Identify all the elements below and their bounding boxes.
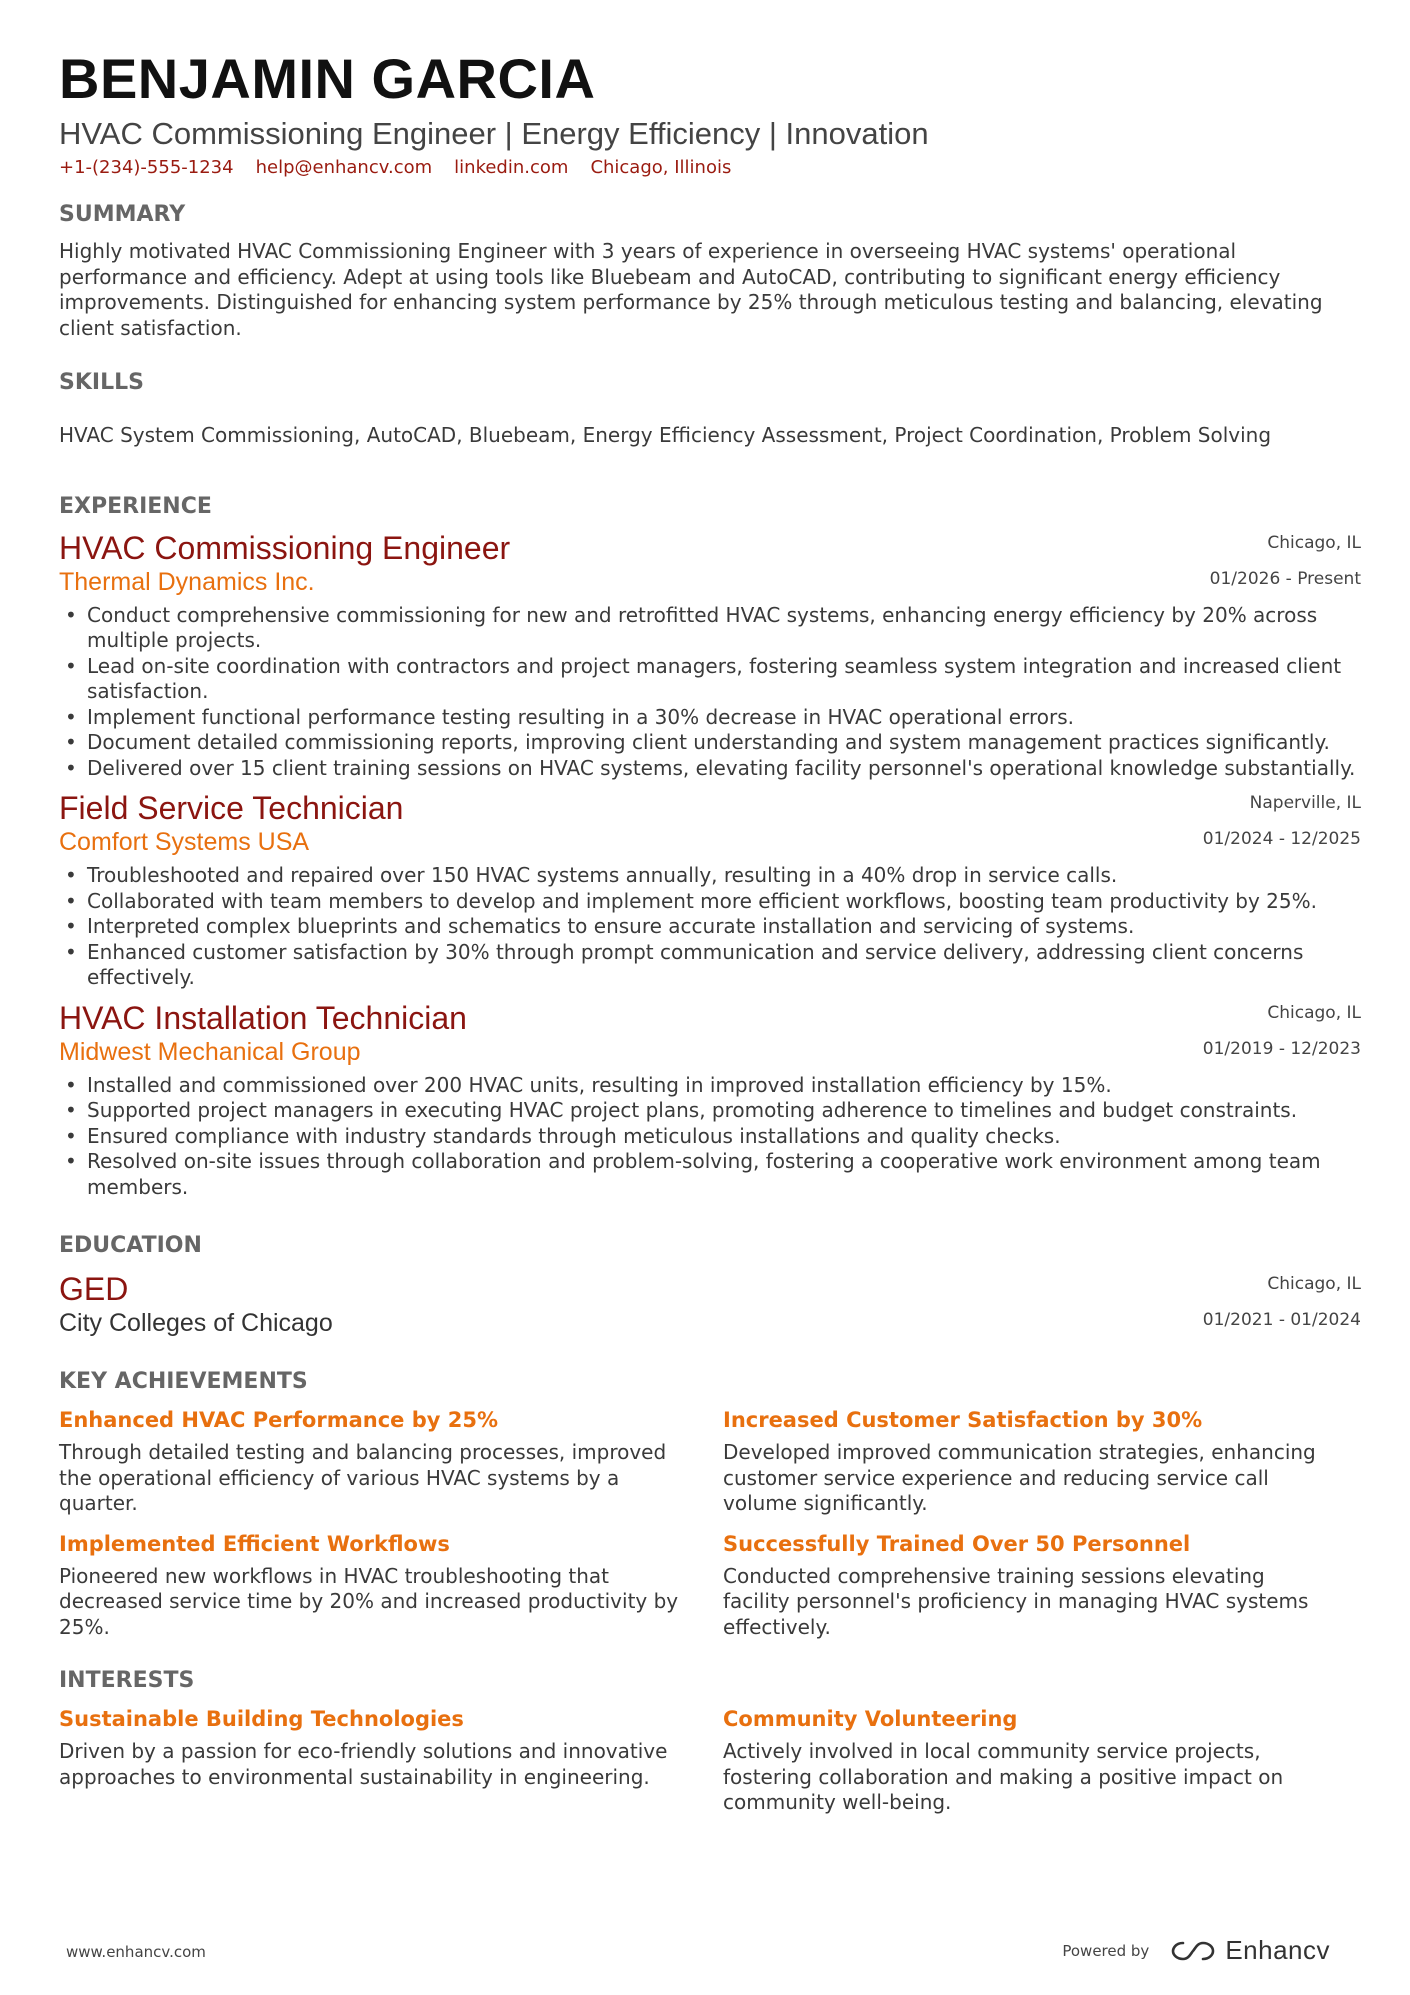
resume-page (59, 46, 1361, 1829)
job-title: HVAC Installation Technician (59, 999, 467, 1036)
powered-by-label: Powered by (1062, 1941, 1150, 1960)
bullet-item: • Enhanced customer satisfaction by 30% through prompt communication and service delivery, addressing client concerns effectively. (59, 940, 1361, 991)
achievement-text: Pioneered new workflows in HVAC troubleshooting that decreased service time by 20% and increased productivity by 25%. (59, 1563, 679, 1639)
footer-branding (1062, 1935, 1330, 1966)
bullet-item: • Lead on-site coordination with contractors and project managers, fostering seamless system integration and increased client satisfaction. (59, 654, 1361, 705)
skills-heading: SKILLS (59, 370, 144, 395)
achievement-item (59, 1406, 723, 1517)
achievement-item (723, 1406, 1361, 1517)
bullet-item: • Resolved on-site issues through collaboration and problem-solving, fostering a cooperative work environment among team members. (59, 1149, 1361, 1200)
interests-grid (59, 1705, 1361, 1829)
contact-linkedin[interactable]: linkedin.com (454, 157, 569, 178)
bullet-item: • Delivered over 15 client training sessions on HVAC systems, elevating facility personnel's operational knowledge substantially. (59, 756, 1361, 782)
job-dates: 01/2026 - Present (1209, 568, 1361, 589)
achievement-title: Successfully Trained Over 50 Personnel (723, 1531, 1191, 1556)
education-entry (59, 1270, 1361, 1338)
experience-entry (59, 789, 1361, 991)
brand-name: Enhancv (1225, 1935, 1330, 1965)
job-location: Naperville, IL (1249, 793, 1361, 813)
achievement-item (59, 1530, 723, 1641)
job-title: Field Service Technician (59, 790, 404, 826)
achievements-grid (59, 1406, 1361, 1653)
candidate-name: BENJAMIN GARCIA (59, 47, 596, 110)
footer-website[interactable]: www.enhancv.com (66, 1943, 206, 1961)
experience-entry (59, 999, 1361, 1201)
interest-item (59, 1705, 723, 1816)
bullet-item: • Collaborated with team members to develop and implement more efficient workflows, boosting team productivity by 25%. (59, 889, 1361, 915)
bullet-item: • Supported project managers in executing HVAC project plans, promoting adherence to timelines and budget constraints. (59, 1098, 1361, 1124)
enhancv-logo-icon (1171, 1939, 1215, 1963)
bullet-item: • Document detailed commissioning reports, improving client understanding and system management practices significantly. (59, 730, 1361, 756)
interest-text: Driven by a passion for eco-friendly solutions and innovative approaches to environmental sustainability in engineering. (59, 1739, 668, 1789)
experience-entry (59, 529, 1361, 782)
achievement-text: Developed improved communication strategies, enhancing customer service experience and reducing service call volume significantly. (723, 1440, 1316, 1515)
bullet-item: • Conduct comprehensive commissioning for new and retrofitted HVAC systems, enhancing energy efficiency by 20% across multiple projects. (59, 603, 1361, 654)
education-degree: GED (59, 1271, 129, 1307)
experience-heading: EXPERIENCE (59, 493, 212, 519)
interest-text: Actively involved in local community service projects, fostering collaboration and making a positive impact on community well-being. (723, 1739, 1284, 1814)
bullet-item: • Troubleshooted and repaired over 150 HVAC systems annually, resulting in a 40% drop in service calls. (59, 863, 1361, 889)
job-dates: 01/2024 - 12/2025 (1202, 829, 1361, 849)
skills-text: HVAC System Commissioning, AutoCAD, Bluebeam, Energy Efficiency Assessment, Project Coordination, Problem Solving (59, 423, 1272, 447)
job-location: Chicago, IL (1267, 1002, 1361, 1023)
interest-title: Community Volunteering (723, 1707, 1018, 1731)
contact-location: Chicago, Illinois (590, 157, 732, 178)
contact-email[interactable]: help@enhancv.com (255, 157, 433, 178)
job-bullets (59, 863, 1361, 991)
education-school: City Colleges of Chicago (59, 1309, 333, 1337)
brand-logo[interactable] (1171, 1935, 1330, 1966)
bullet-item: • Interpreted complex blueprints and schematics to ensure accurate installation and servicing of systems. (59, 914, 1361, 940)
contact-phone[interactable]: +1-(234)-555-1234 (59, 157, 234, 178)
job-bullets (59, 1073, 1361, 1201)
achievement-text: Conducted comprehensive training sessions elevating facility personnel's proficiency in managing HVAC systems effectively. (723, 1563, 1309, 1639)
achievement-item (723, 1530, 1361, 1641)
job-bullets (59, 603, 1361, 782)
summary-heading: SUMMARY (59, 202, 186, 227)
education-dates: 01/2021 - 01/2024 (1202, 1310, 1361, 1330)
achievement-text: Through detailed testing and balancing processes, improved the operational efficiency of various HVAC systems by a quarter. (59, 1440, 667, 1515)
education-location: Chicago, IL (1267, 1274, 1361, 1294)
job-company: Thermal Dynamics Inc. (59, 567, 315, 596)
headline: HVAC Commissioning Engineer | Energy Efficiency | Innovation (59, 116, 929, 151)
job-company: Midwest Mechanical Group (59, 1037, 361, 1066)
job-dates: 01/2019 - 12/2023 (1202, 1038, 1361, 1059)
achievement-title: Enhanced HVAC Performance by 25% (59, 1408, 498, 1432)
achievement-title: Increased Customer Satisfaction by 30% (723, 1408, 1203, 1432)
achievements-heading: KEY ACHIEVEMENTS (59, 1369, 308, 1394)
job-title: HVAC Commissioning Engineer (59, 529, 511, 566)
contact-row (59, 156, 1361, 180)
job-location: Chicago, IL (1267, 532, 1361, 553)
bullet-item: • Implement functional performance testing resulting in a 30% decrease in HVAC operational errors. (59, 705, 1361, 731)
interest-title: Sustainable Building Technologies (59, 1707, 464, 1731)
summary-text: Highly motivated HVAC Commissioning Engineer with 3 years of experience in overseeing HVAC systems' operational performance and efficiency. Adept at using tools like Bluebeam and AutoCAD, contributing to significant energy efficiency improvements. Distinguished for enhancing system performance by 25% through meticulous testing and balancing, elevating client satisfaction. (59, 239, 1323, 340)
interest-item (723, 1705, 1361, 1816)
education-heading: EDUCATION (59, 1233, 202, 1258)
job-company: Comfort Systems USA (59, 828, 310, 856)
interests-heading: INTERESTS (59, 1668, 195, 1693)
bullet-item: • Ensured compliance with industry standards through meticulous installations and quality checks. (59, 1124, 1361, 1150)
bullet-item: • Installed and commissioned over 200 HVAC units, resulting in improved installation efficiency by 15%. (59, 1073, 1361, 1099)
achievement-title: Implemented Efficient Workflows (59, 1531, 450, 1556)
